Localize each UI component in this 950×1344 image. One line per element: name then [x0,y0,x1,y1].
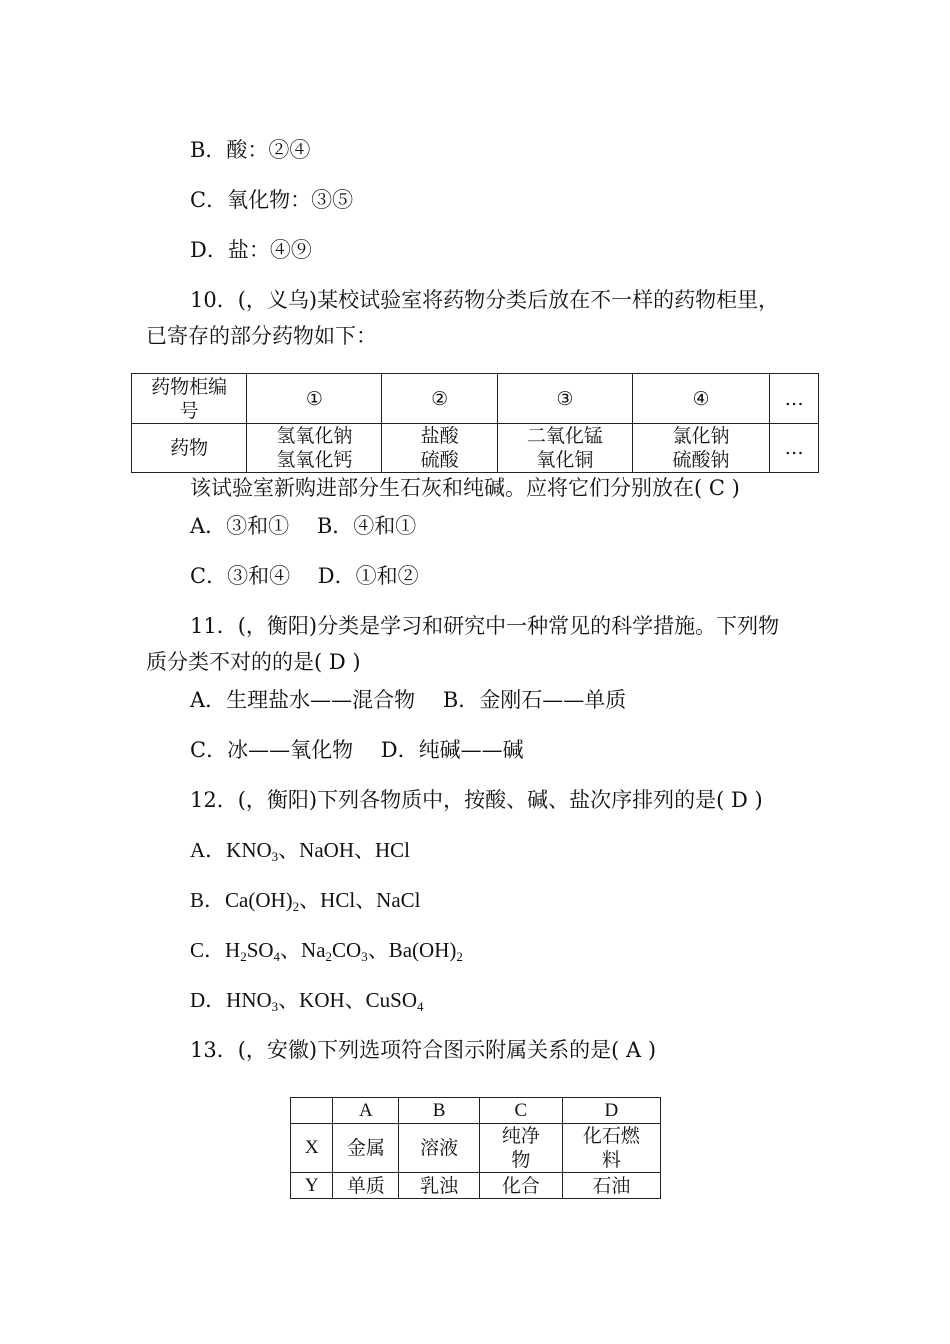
table-cell [562,1124,660,1173]
q12-option-d: D．$HNO_3$、KOH、CuSO$_4$ [190,988,424,1014]
cell-line: 盐酸 [420,425,459,447]
cell-line: 氢氧化钙 [276,449,353,471]
table-row [291,1124,661,1173]
q9-option-c: C．氧化物：③⑤ [190,188,354,212]
q9-option-b: B．酸：②④ [190,138,311,162]
table-header-cell: ④ [632,374,769,424]
q12-option-a: A．$KNO_3$、NaOH、HCl [190,838,410,864]
table-header-cell: B [399,1098,480,1124]
q10-stem-line2: 已寄存的部分药物如下： [146,324,377,348]
cell-line: 药物柜编 [151,375,228,398]
table-header-cell [132,374,247,424]
q12-option-b: B．$Ca(OH)_2$、HCl、NaCl [190,888,421,914]
table-header-cell: ② [382,374,497,424]
table-row [132,374,819,424]
q10-stem-after: 该试验室新购进部分生石灰和纯碱。应将它们分别放在( C ) [190,476,740,500]
cell-line: 硫酸钠 [672,449,730,471]
table-row [291,1098,661,1124]
table-header-cell: A [333,1098,399,1124]
cell-line: 氯化钠 [672,425,730,447]
q12-option-c: C．$H_2SO_4$、$Na_2CO_3$、$Ba(OH)_2$ [190,938,463,964]
cell-line: 氢氧化钠 [276,425,353,447]
q11-options-2: C．冰——氧化物 D．纯碱——碱 [190,738,524,762]
table-cell: 化合 [479,1173,562,1199]
cell-line: 二氧化锰 [526,425,603,447]
cell-line: 氧化铜 [536,449,594,471]
cell-line: 号 [179,399,199,422]
table-cell: 金属 [333,1124,399,1173]
relation-table [290,1097,661,1199]
table-cell [247,424,382,473]
table-header-cell: D [562,1098,660,1124]
table-cell [497,424,632,473]
q13-stem: 13．(，安徽)下列选项符合图示附属关系的是( A ) [190,1038,657,1062]
cell-text: 纯净物 [501,1125,540,1171]
q12-stem: 12．(，衡阳)下列各物质中，按酸、碱、盐次序排列的是( D ) [190,788,763,812]
q11-stem-line2: 质分类不对的的是( D ) [146,650,361,674]
table-cell [632,424,769,473]
table-header-cell: … [770,374,819,424]
table-cell: 单质 [333,1173,399,1199]
table-cell: 溶液 [399,1124,480,1173]
table-header-cell: ③ [497,374,632,424]
table-cell: 石油 [562,1173,660,1199]
table-cell [479,1124,562,1173]
cell-line: 硫酸 [420,449,459,471]
table-cell: … [770,424,819,473]
table-header-cell: C [479,1098,562,1124]
table-header-cell [291,1098,333,1124]
q10-options-2: C．③和④ D．①和② [190,564,419,588]
q10-options-1: A．③和① B．④和① [190,514,417,538]
cell-text: 化石燃料 [582,1125,640,1171]
q11-stem-line1: 11．(，衡阳)分类是学习和研究中一种常见的科学措施。下列物 [190,614,780,638]
medicine-cabinet-table [131,373,819,473]
table-row-label: X [291,1124,333,1173]
q11-options-1: A．生理盐水——混合物 B．金刚石——单质 [190,688,627,712]
table-header-cell: ① [247,374,382,424]
table-row [291,1173,661,1199]
table-row-label: Y [291,1173,333,1199]
table-cell: 乳浊 [399,1173,480,1199]
table-row-label: 药物 [132,424,247,473]
table-cell [382,424,497,473]
table-row [132,424,819,473]
q10-stem-line1: 10．(，义乌)某校试验室将药物分类后放在不一样的药物柜里， [190,288,780,312]
q9-option-d: D．盐：④⑨ [190,238,312,262]
